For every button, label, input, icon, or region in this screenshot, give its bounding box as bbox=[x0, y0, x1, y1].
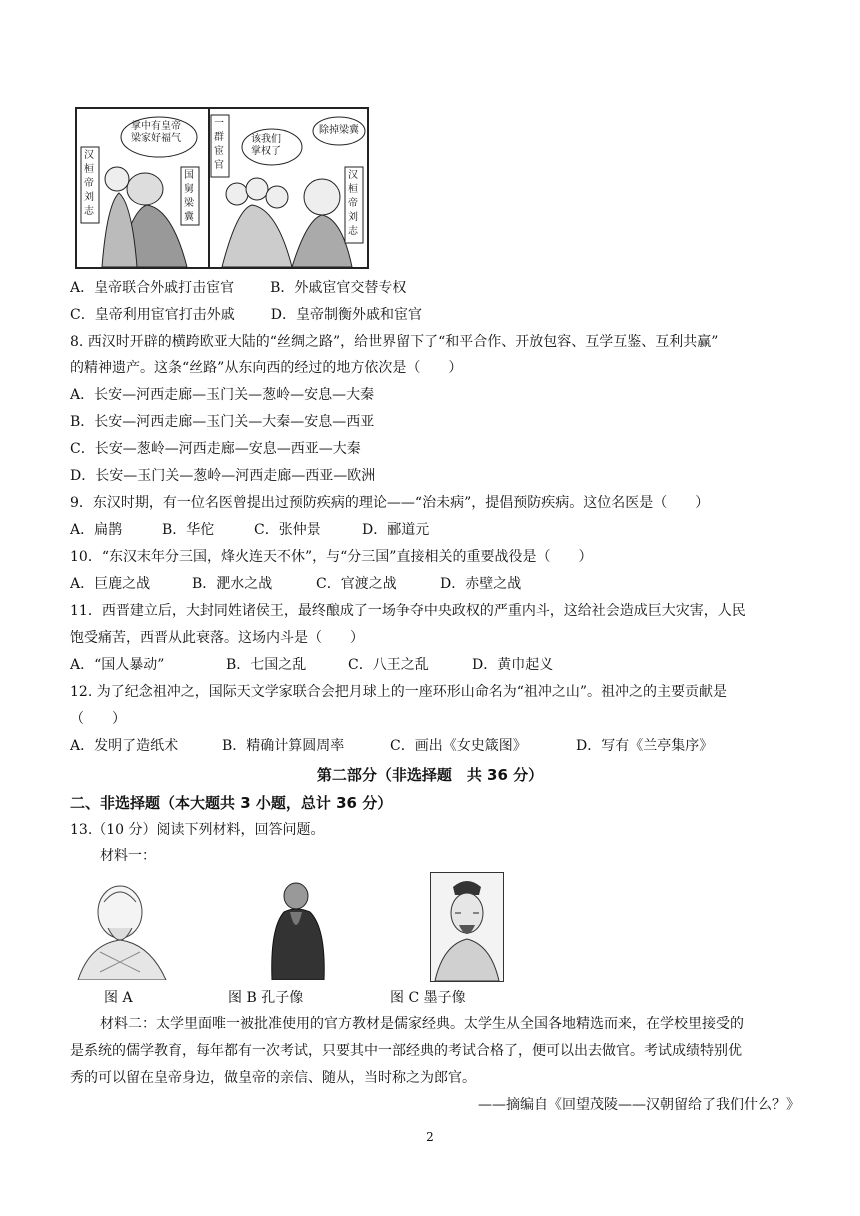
q8-stem-2: 的精神遗产。这条“丝路”从东向西的经过的地方依次是（ ） bbox=[70, 360, 463, 376]
q7-options-row2 bbox=[70, 305, 422, 325]
cartoon-label-eunuchs: 一群宦官 bbox=[214, 118, 224, 171]
q13-source: ——摘编自《回望茂陵——汉朝留给了我们什么？》 bbox=[478, 1097, 800, 1113]
q12-option-b: B．精确计算圆周率 bbox=[222, 738, 345, 754]
q8-option-c: C．长安—葱岭—河西走廊—安息—西亚—大秦 bbox=[70, 441, 361, 457]
portrait-c-drawing bbox=[431, 873, 503, 981]
q8-option-d: D．长安—玉门关—葱岭—河西走廊—西亚—欧洲 bbox=[70, 468, 376, 484]
q10-stem: 10．“东汉末年分三国，烽火连天不休”，与“分三国”直接相关的重要战役是（ ） bbox=[70, 549, 593, 565]
q12-options bbox=[70, 736, 713, 756]
q9-option-a: A．扁鹊 bbox=[70, 522, 123, 538]
q13-material2-line-2: 是系统的儒学教育，每年都有一次考试，只要其中一部经典的考试合格了，便可以出去做官。考试成绩特别优 bbox=[70, 1043, 742, 1059]
q12-stem-2: （ ） bbox=[70, 711, 126, 727]
q12-option-d: D．写有《兰亭集序》 bbox=[576, 738, 714, 754]
q10-option-d: D．赤壁之战 bbox=[440, 576, 522, 592]
portrait-a-drawing bbox=[70, 872, 172, 980]
cartoon-illustration bbox=[75, 107, 369, 269]
caption-c: 图 C 墨子像 bbox=[390, 990, 466, 1006]
cartoon-label-liangji: 国舅梁冀 bbox=[184, 170, 194, 223]
cartoon-label-right-emperor: 汉桓帝刘志 bbox=[348, 170, 358, 237]
caption-b: 图 B 孔子像 bbox=[228, 990, 304, 1006]
portrait-b-drawing bbox=[262, 878, 334, 980]
q7-option-c: C．皇帝利用宦官打击外戚 bbox=[70, 307, 235, 323]
cartoon-bubble-3: 除掉梁冀 bbox=[319, 125, 359, 136]
q13-material1-label: 材料一： bbox=[100, 848, 156, 864]
q11-option-c: C．八王之乱 bbox=[348, 657, 429, 673]
q12-option-c: C．画出《女史箴图》 bbox=[390, 738, 527, 754]
q11-option-b: B．七国之乱 bbox=[226, 657, 307, 673]
q7-options-row1 bbox=[70, 278, 406, 298]
part2-section-heading: 二、非选择题（本大题共 3 小题，总计 36 分） bbox=[70, 794, 393, 812]
cartoon-bubble-2: 该我们 掌权了 bbox=[251, 134, 281, 157]
q12-stem-1: 12. 为了纪念祖冲之，国际天文学家联合会把月球上的一座环形山命名为“祖冲之山”。祖冲之的主要贡献是 bbox=[70, 684, 728, 700]
q7-option-d: D．皇帝制衡外戚和宦官 bbox=[270, 307, 422, 323]
caption-a: 图 A bbox=[104, 990, 133, 1006]
portrait-a bbox=[70, 872, 172, 980]
q8-stem-1: 8. 西汉时开辟的横跨欧亚大陆的“丝绸之路”，给世界留下了“和平合作、开放包容、互学互鉴、互利共赢” bbox=[70, 334, 719, 350]
portrait-b-confucius bbox=[262, 878, 334, 980]
portrait-c-mozi bbox=[430, 872, 504, 982]
q10-option-a: A．巨鹿之战 bbox=[70, 576, 151, 592]
cartoon-label-left-emperor: 汉桓帝刘志 bbox=[84, 150, 94, 217]
q7-option-a: A．皇帝联合外戚打击宦官 bbox=[70, 280, 235, 296]
q9-option-c: C．张仲景 bbox=[254, 522, 321, 538]
q10-option-b: B．淝水之战 bbox=[192, 576, 273, 592]
q9-option-b: B．华佗 bbox=[162, 522, 215, 538]
q11-option-a: A．“国人暴动” bbox=[70, 657, 165, 673]
q9-options bbox=[70, 520, 429, 540]
part2-title: 第二部分（非选择题 共 36 分） bbox=[316, 766, 544, 784]
q8-option-b: B．长安—河西走廊—玉门关—大秦—安息—西亚 bbox=[70, 414, 375, 430]
q13-material2-line-3: 秀的可以留在皇帝身边，做皇帝的亲信、随从，当时称之为郎官。 bbox=[70, 1070, 476, 1086]
q10-option-c: C．官渡之战 bbox=[316, 576, 397, 592]
q13-material2-line-1: 材料二：太学里面唯一被批准使用的官方教材是儒家经典。太学生从全国各地精选而来，在学校里接受的 bbox=[100, 1016, 744, 1032]
q9-option-d: D．郦道元 bbox=[362, 522, 430, 538]
cartoon-bubble-1: 掌中有皇帝 梁家好福气 bbox=[131, 121, 181, 144]
q12-option-a: A．发明了造纸术 bbox=[70, 738, 179, 754]
q11-options bbox=[70, 655, 553, 675]
q9-stem: 9．东汉时期，有一位名医曾提出过预防疾病的理论——“治未病”，提倡预防疾病。这位名医是（ ） bbox=[70, 495, 710, 511]
page-number: 2 bbox=[426, 1130, 434, 1144]
q8-option-a: A．长安—河西走廊—玉门关—葱岭—安息—大秦 bbox=[70, 387, 375, 403]
q10-options bbox=[70, 574, 521, 594]
q13-stem: 13.（10 分）阅读下列材料，回答问题。 bbox=[70, 822, 325, 838]
q11-stem-1: 11．西晋建立后，大封同姓诸侯王，最终酿成了一场争夺中央政权的严重内斗，这给社会造成巨大灾害，人民 bbox=[70, 603, 746, 619]
q11-stem-2: 饱受痛苦，西晋从此衰落。这场内斗是（ ） bbox=[70, 630, 364, 646]
q7-option-b: B．外戚宦官交替专权 bbox=[270, 280, 407, 296]
q11-option-d: D．黄巾起义 bbox=[472, 657, 554, 673]
